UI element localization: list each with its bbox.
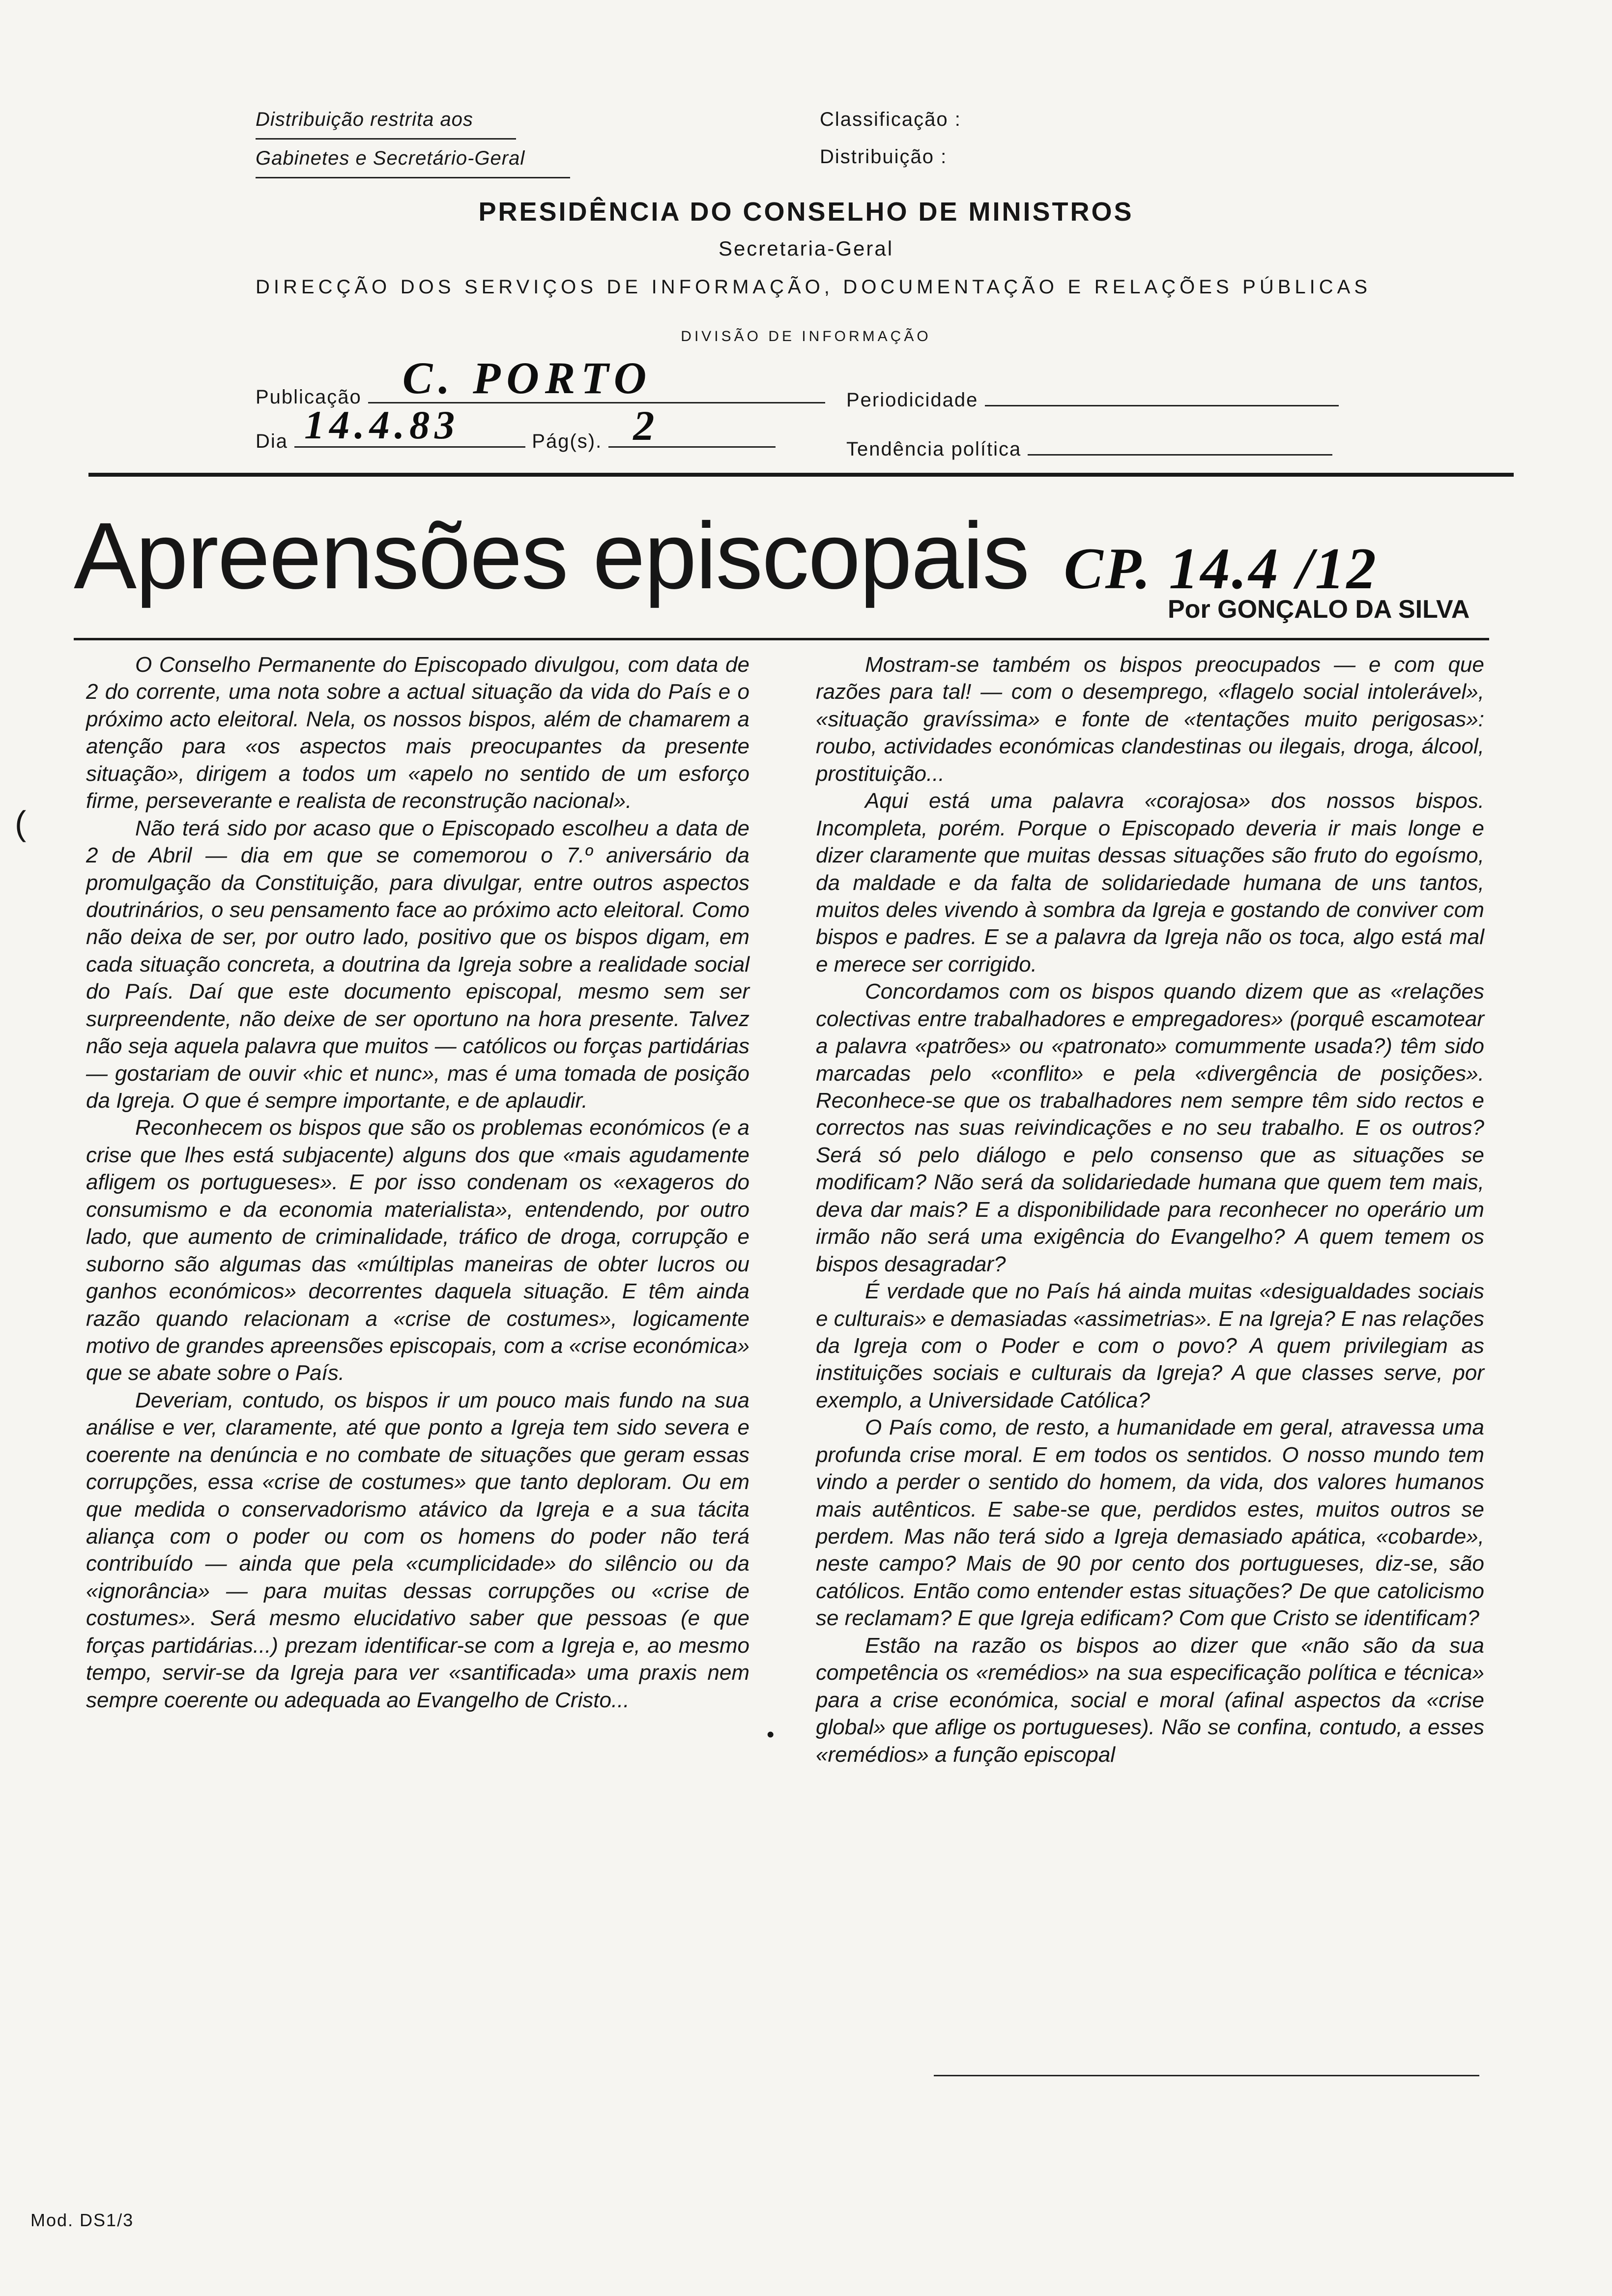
political-field [846,435,1332,460]
classification-label: Classificação : [820,109,961,130]
handwritten-note: CP. 14.4 /12 [1064,536,1378,601]
article-paragraph: Estão na razão os bispos ao dizer que «não são da sua competência os «remédios» na sua especificação política e técnica» para a crise económica, social e moral (afinal aspectos da «crise global» que aflige os portugueses). Não se confina, contudo, a esses «remédios» a função episcopal [816,1633,1484,1767]
article-paragraph: O País como, de resto, a humanidade em geral, atravessa uma profunda crise moral. E em todos os sentidos. O nosso mundo tem vindo a perder o sentido do homem, da vida, dos valores humanos mais autênticos. E sabe-se que, perdidos estes, muitos outros se perdem. Mas não terá sido a Igreja demasiado apática, «cobarde», neste campo? Mais de 90 por cento dos portugueses, diz-se, são católicos. Então como entender estas situações? De que catolicismo se reclamam? E que Igreja edificam? Com que Cristo se identificam? [816,1415,1484,1631]
periodicity-line [985,386,1339,406]
sub-organization: Secretaria-Geral [718,237,894,260]
publication-line [368,353,825,403]
distribution-label: Distribuição : [820,146,948,168]
article-paragraph: É verdade que no País há ainda muitas «desigualdades sociais e culturais» e demasiadas «assimetrias». E na Igreja? E nas relações da Igreja com o Poder e com o povo? A quem privilegiam as instituições sociais e culturais da Igreja? A que classes serve, por exemplo, a Universidade Católica? [816,1279,1484,1412]
restriction-line-1: Distribuição restrita aos [256,101,516,140]
organization-title: PRESIDÊNCIA DO CONSELHO DE MINISTROS [478,197,1134,227]
periodicity-label: Periodicidade [846,389,979,411]
form-code: Mod. DS1/3 [30,2210,134,2230]
periodicity-field [846,386,1339,411]
day-label: Dia [256,430,288,452]
article-paragraph: Mostram-se também os bispos preocupados — e com que razões para tal! — com o desemprego, «flagelo social intolerável», «situação gravíssima» e fonte de «tentações muito perigosas»: roubo, actividades económicas clandestinas ou ilegais, droga, álcool, prostituição... [816,653,1484,786]
article-title [74,503,1378,608]
day-value: 14.4.83 [304,402,460,447]
article-paragraph: Aqui está uma palavra «corajosa» dos nossos bispos. Incompleta, porém. Porque o Episcopado deveria ir mais longe e dizer claramente que muitas dessas situações são fruto do egoísmo, da maldade e da falta de solidariedade humana de uns tantos, muitos deles vivendo à sombra da Igreja e gostando de conviver com bispos e padres. E se a palavra da Igreja não os toca, algo está mal e merece ser corrigido. [816,789,1484,976]
publication-value: C. PORTO [402,353,653,403]
article-paragraph: Deveriam, contudo, os bispos ir um pouco mais fundo na sua análise e ver, claramente, até que ponto a Igreja tem sido severa e coerente na denúncia e no combate de situações que geram essas corrupções, essa «crise de costumes» que tanto deploram. Ou em que medida o conservadorismo atávico da Igreja e a sua tácita aliança com o poder ou com os homens do poder não terá contribuído — ainda que pela «cumplicidade» do silêncio ou da «ignorância» — para muitas dessas corrupções ou «crise de costumes». Será mesmo elucidativo saber que pessoas (e que forças partidárias...) prezam identificar-se com a Igreja e, ao mesmo tempo, servir-se da Igreja para ver «santificada» uma praxis nem sempre coerente ou adequada ao Evangelho de Cristo... [86,1388,749,1712]
article-paragraph: Reconhecem os bispos que são os problemas económicos (e a crise que lhes está subjacente) alguns dos que «mais agudamente afligem os portugueses». E por isso condenam os «exageros do consumismo e da economia materialista», entendendo, por outro lado, que aumento de criminalidade, tráfico de droga, corrupção e suborno são algumas das «múltiplas maneiras de obter lucros ou ganhos económicos» decorrentes daquela situação. E têm ainda razão quando relacionam a «crise de costumes», logicamente motivo de grandes apreensões episcopais, com a «crise económica» que se abate sobre o País. [86,1116,749,1385]
political-line [1028,435,1332,456]
division-line: DIVISÃO DE INFORMAÇÃO [681,328,931,344]
article-paragraph: Concordamos com os bispos quando dizem que as «relações colectivas entre trabalhadores e empregadores» (porquê escamotear a palavra «patrões» ou «patronato» comummente usada?) têm sido marcadas pelo «conflito» e pela «divergência de posições». Reconhece-se que os trabalhadores nem sempre têm sido rectos e correctos nas suas reivindicações e no seu trabalho. E os outros? Será só pelo diálogo e pelo consenso que as situações se modificam? Não será da solidariedade humana que quem tem mais, deva dar mais? E a disponibilidade para reconhecer no operário um irmão não será uma exigência do Evangelho? A quem temem os bispos desagradar? [816,979,1484,1276]
title-divider [74,638,1489,640]
article-title-text: Apreensões episcopais [74,503,1029,608]
restriction-notice [256,101,570,178]
publication-label: Publicação [256,386,362,408]
article-paragraph: O Conselho Permanente do Episcopado divulgou, com data de 2 do corrente, uma nota sobre a actual situação da vida do País e o próximo acto eleitoral. Nela, os nossos bispos, além de chamarem a atenção para «os aspectos mais preocupantes da presente situação», dirigem a todos um «apelo no sentido de um esforço firme, perseverante e realista de reconstrução nacional». [86,653,749,813]
directorate-line: DIRECÇÃO DOS SERVIÇOS DE INFORMAÇÃO, DOCUMENTAÇÃO E RELAÇÕES PÚBLICAS [256,276,1371,298]
day-line [294,402,525,448]
header-divider [88,473,1514,477]
margin-bracket: ( [15,804,27,842]
margin-dot: • [767,1722,775,1747]
article-column-right [816,651,1484,1768]
byline: Por GONÇALO DA SILVA [1168,595,1470,624]
pages-line [608,402,776,449]
article-column-left [86,651,749,1714]
pages-value: 2 [633,402,656,449]
restriction-line-2: Gabinetes e Secretário-Geral [256,140,570,178]
date-field [256,402,776,453]
article-paragraph: Não terá sido por acaso que o Episcopado escolheu a data de 2 de Abril — dia em que se comemorou o 7.º aniversário da promulgação da Constituição, para divulgar, entre outros aspectos doutrinários, o seu pensamento face ao próximo acto eleitoral. Como não deixa de ser, por outro lado, positivo que os bispos digam, em cada situação concreta, a doutrina da Igreja sobre a realidade social do País. Daí que este documento episcopal, mesmo sem ser surpreendente, não deixe de ser oportuno na hora presente. Talvez não seja aquela palavra que muitos — católicos ou forças partidárias — gostariam de ouvir «hic et nunc», mas é uma tomada de posição da Igreja. O que é sempre importante, e de aplaudir. [86,816,749,1113]
column-end-rule [934,2075,1479,2076]
classification-block [820,101,961,175]
political-label: Tendência política [846,438,1022,460]
pages-label: Pág(s). [532,430,603,452]
